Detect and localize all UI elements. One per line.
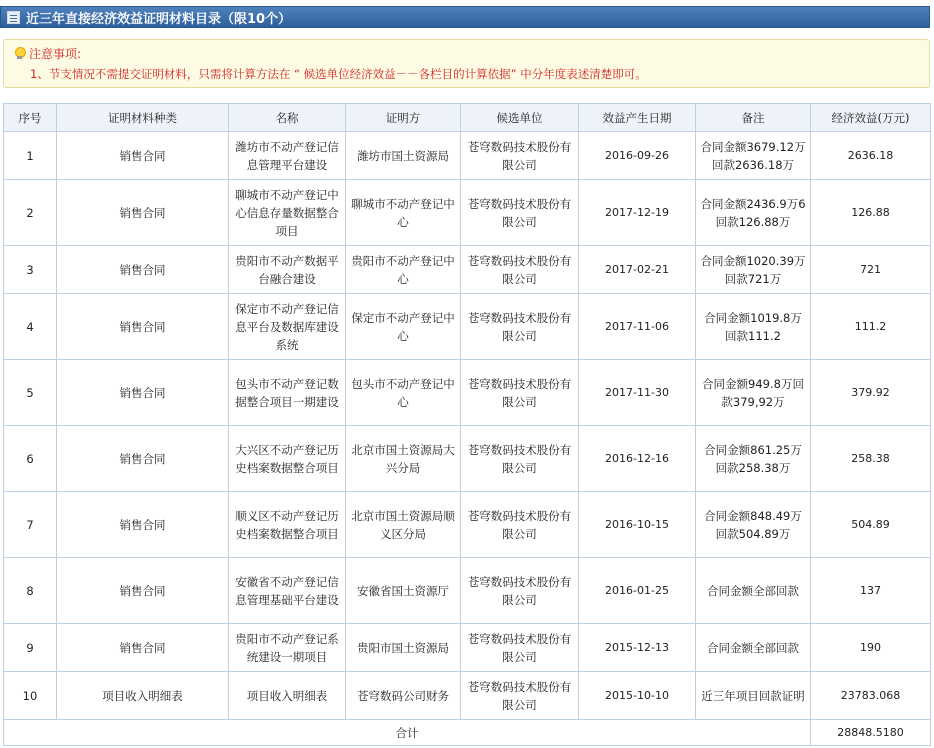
row-no: 1 <box>4 132 57 180</box>
row-no: 5 <box>4 360 57 426</box>
row-date: 2016-10-15 <box>579 492 696 558</box>
header-cell: 证明方 <box>346 104 461 132</box>
row-prover: 北京市国土资源局顺义区分局 <box>346 492 461 558</box>
table-row <box>4 492 931 558</box>
row-remark: 合同金额1019.8万回款111.2 <box>696 294 811 360</box>
row-no: 8 <box>4 558 57 624</box>
row-date: 2016-01-25 <box>579 558 696 624</box>
table-row <box>4 246 931 294</box>
row-date: 2015-10-10 <box>579 672 696 720</box>
row-type: 销售合同 <box>57 360 229 426</box>
notice-line: 1、节支情况不需提交证明材料，只需将计算方法在 “ 候选单位经济效益－－各栏目的计算依据” 中分年度表述清楚即可。 <box>30 67 647 81</box>
row-remark: 合同金额全部回款 <box>696 624 811 672</box>
row-type: 销售合同 <box>57 132 229 180</box>
row-unit: 苍穹数码技术股份有限公司 <box>461 132 579 180</box>
row-name: 聊城市不动产登记中心信息存量数据整合项目 <box>229 180 346 246</box>
page-title-bar <box>0 6 930 28</box>
table-row <box>4 624 931 672</box>
row-unit: 苍穹数码技术股份有限公司 <box>461 246 579 294</box>
row-prover: 北京市国土资源局大兴分局 <box>346 426 461 492</box>
row-type: 销售合同 <box>57 492 229 558</box>
row-benefit: 379.92 <box>811 360 931 426</box>
row-unit: 苍穹数码技术股份有限公司 <box>461 360 579 426</box>
row-unit: 苍穹数码技术股份有限公司 <box>461 672 579 720</box>
row-date: 2017-02-21 <box>579 246 696 294</box>
table-row <box>4 360 931 426</box>
row-prover: 潍坊市国土资源局 <box>346 132 461 180</box>
row-unit: 苍穹数码技术股份有限公司 <box>461 558 579 624</box>
row-unit: 苍穹数码技术股份有限公司 <box>461 624 579 672</box>
row-date: 2017-11-06 <box>579 294 696 360</box>
row-no: 6 <box>4 426 57 492</box>
row-date: 2016-09-26 <box>579 132 696 180</box>
notice-box <box>3 39 930 88</box>
row-no: 2 <box>4 180 57 246</box>
header-cell: 证明材料种类 <box>57 104 229 132</box>
notice-heading: 注意事项: <box>29 47 82 61</box>
row-remark: 合同金额949.8万回款379,92万 <box>696 360 811 426</box>
row-benefit: 2636.18 <box>811 132 931 180</box>
row-no: 3 <box>4 246 57 294</box>
total-label: 合计 <box>4 720 811 746</box>
row-name: 保定市不动产登记信息平台及数据库建设系统 <box>229 294 346 360</box>
row-name: 大兴区不动产登记历史档案数据整合项目 <box>229 426 346 492</box>
row-name: 贵阳市不动产登记系统建设一期项目 <box>229 624 346 672</box>
document-list-icon <box>7 11 20 24</box>
row-no: 10 <box>4 672 57 720</box>
table-header-row <box>4 104 931 132</box>
row-remark: 近三年项目回款证明 <box>696 672 811 720</box>
row-no: 4 <box>4 294 57 360</box>
row-benefit: 504.89 <box>811 492 931 558</box>
row-name: 安徽省不动产登记信息管理基础平台建设 <box>229 558 346 624</box>
evidence-table <box>3 103 931 746</box>
table-row <box>4 294 931 360</box>
row-type: 销售合同 <box>57 426 229 492</box>
row-no: 9 <box>4 624 57 672</box>
row-type: 销售合同 <box>57 246 229 294</box>
row-unit: 苍穹数码技术股份有限公司 <box>461 426 579 492</box>
row-benefit: 258.38 <box>811 426 931 492</box>
table-row <box>4 672 931 720</box>
row-date: 2017-12-19 <box>579 180 696 246</box>
row-prover: 苍穹数码公司财务 <box>346 672 461 720</box>
row-date: 2015-12-13 <box>579 624 696 672</box>
row-remark: 合同金额1020.39万回款721万 <box>696 246 811 294</box>
row-name: 包头市不动产登记数据整合项目一期建设 <box>229 360 346 426</box>
header-cell: 名称 <box>229 104 346 132</box>
row-type: 项目收入明细表 <box>57 672 229 720</box>
header-cell: 效益产生日期 <box>579 104 696 132</box>
row-unit: 苍穹数码技术股份有限公司 <box>461 492 579 558</box>
row-prover: 贵阳市国土资源局 <box>346 624 461 672</box>
row-benefit: 111.2 <box>811 294 931 360</box>
table-row <box>4 426 931 492</box>
row-prover: 包头市不动产登记中心 <box>346 360 461 426</box>
row-type: 销售合同 <box>57 180 229 246</box>
total-value: 28848.5180 <box>811 720 931 746</box>
row-name: 项目收入明细表 <box>229 672 346 720</box>
row-prover: 保定市不动产登记中心 <box>346 294 461 360</box>
row-name: 潍坊市不动产登记信息管理平台建设 <box>229 132 346 180</box>
header-cell: 候选单位 <box>461 104 579 132</box>
row-no: 7 <box>4 492 57 558</box>
lightbulb-icon <box>14 47 25 60</box>
total-row <box>4 720 931 746</box>
row-date: 2017-11-30 <box>579 360 696 426</box>
row-benefit: 137 <box>811 558 931 624</box>
header-cell: 序号 <box>4 104 57 132</box>
header-cell: 经济效益(万元) <box>811 104 931 132</box>
row-benefit: 126.88 <box>811 180 931 246</box>
header-cell: 备注 <box>696 104 811 132</box>
row-date: 2016-12-16 <box>579 426 696 492</box>
row-remark: 合同金额2436.9万6回款126.88万 <box>696 180 811 246</box>
table-row <box>4 558 931 624</box>
row-remark: 合同金额848.49万回款504.89万 <box>696 492 811 558</box>
row-unit: 苍穹数码技术股份有限公司 <box>461 180 579 246</box>
row-name: 贵阳市不动产数据平台融合建设 <box>229 246 346 294</box>
row-prover: 安徽省国土资源厅 <box>346 558 461 624</box>
row-type: 销售合同 <box>57 624 229 672</box>
row-remark: 合同金额861.25万回款258.38万 <box>696 426 811 492</box>
row-type: 销售合同 <box>57 558 229 624</box>
row-remark: 合同金额全部回款 <box>696 558 811 624</box>
row-unit: 苍穹数码技术股份有限公司 <box>461 294 579 360</box>
row-benefit: 23783.068 <box>811 672 931 720</box>
table-row <box>4 132 931 180</box>
table-row <box>4 180 931 246</box>
row-prover: 贵阳市不动产登记中心 <box>346 246 461 294</box>
row-type: 销售合同 <box>57 294 229 360</box>
row-remark: 合同金额3679.12万回款2636.18万 <box>696 132 811 180</box>
page-title: 近三年直接经济效益证明材料目录（限10个） <box>26 11 292 27</box>
row-benefit: 721 <box>811 246 931 294</box>
row-prover: 聊城市不动产登记中心 <box>346 180 461 246</box>
row-benefit: 190 <box>811 624 931 672</box>
row-name: 顺义区不动产登记历史档案数据整合项目 <box>229 492 346 558</box>
